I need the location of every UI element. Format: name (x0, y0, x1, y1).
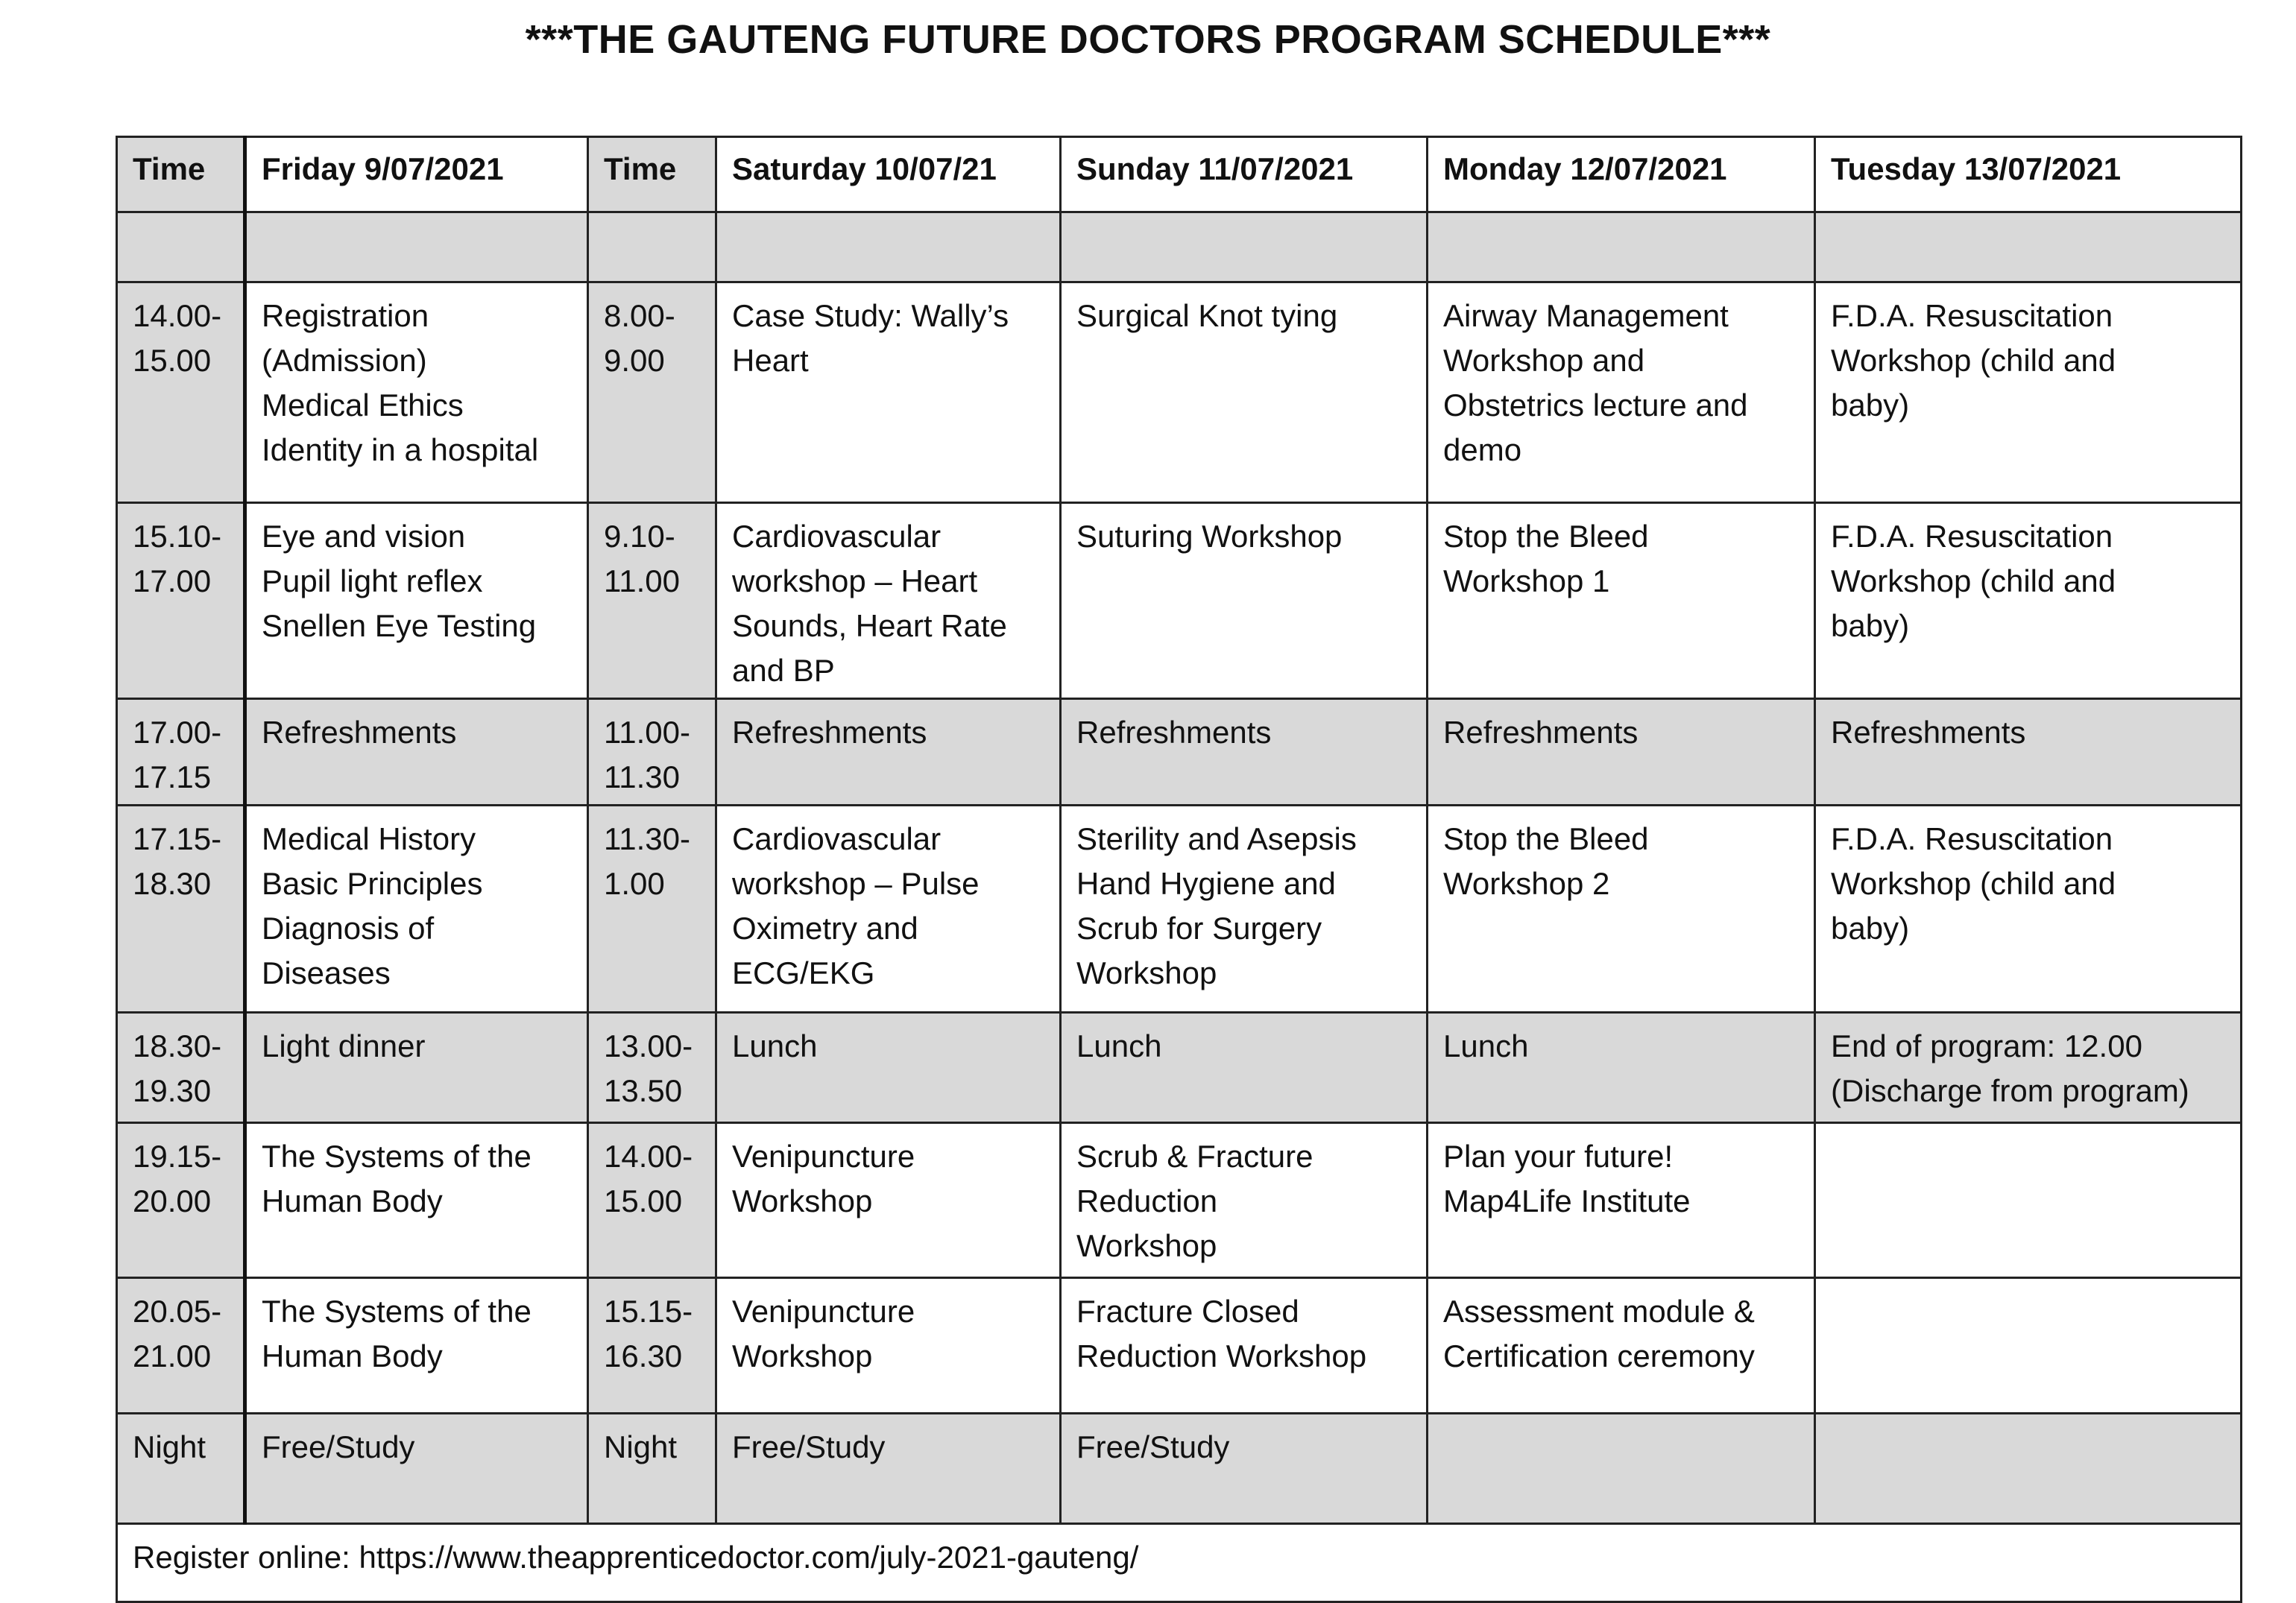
saturday-cell: Venipuncture Workshop (716, 1123, 1061, 1278)
header-tuesday: Tuesday 13/07/2021 (1815, 137, 2242, 212)
schedule-row (117, 806, 2242, 1013)
sunday-cell: Refreshments (1061, 699, 1428, 806)
friday-cell: Eye and vision Pupil light reflex Snellen Eye Testing (245, 503, 588, 699)
sunday-cell: Lunch (1061, 1013, 1428, 1123)
tuesday-cell: F.D.A. Resuscitation Workshop (child and baby) (1815, 806, 2242, 1013)
saturday-cell: Cardiovascular workshop – Pulse Oximetry and ECG/EKG (716, 806, 1061, 1013)
tuesday-cell (1815, 1123, 2242, 1278)
monday-cell: Stop the Bleed Workshop 2 (1428, 806, 1815, 1013)
schedule-table (116, 136, 2242, 1603)
time-cell: Night (117, 1414, 245, 1524)
time-cell: 19.15- 20.00 (117, 1123, 245, 1278)
saturday-cell: Venipuncture Workshop (716, 1278, 1061, 1414)
saturday-cell: Lunch (716, 1013, 1061, 1123)
blank-cell (1428, 212, 1815, 282)
header-friday: Friday 9/07/2021 (245, 137, 588, 212)
schedule-row (117, 1414, 2242, 1524)
blank-cell (117, 212, 245, 282)
saturday-cell: Case Study: Wally’s Heart (716, 282, 1061, 503)
sunday-cell: Scrub & Fracture Reduction Workshop (1061, 1123, 1428, 1278)
monday-cell (1428, 1414, 1815, 1524)
sunday-cell: Sterility and Asepsis Hand Hygiene and Scrub for Surgery Workshop (1061, 806, 1428, 1013)
monday-cell: Refreshments (1428, 699, 1815, 806)
register-online-link[interactable]: Register online: https://www.theapprenticedoctor.com/july-2021-gauteng/ (117, 1524, 2242, 1602)
header-saturday: Saturday 10/07/21 (716, 137, 1061, 212)
header-sunday: Sunday 11/07/2021 (1061, 137, 1428, 212)
monday-cell: Stop the Bleed Workshop 1 (1428, 503, 1815, 699)
header-monday: Monday 12/07/2021 (1428, 137, 1815, 212)
schedule-row (117, 503, 2242, 699)
monday-cell: Airway Management Workshop and Obstetrics lecture and demo (1428, 282, 1815, 503)
tuesday-cell: Refreshments (1815, 699, 2242, 806)
sunday-cell: Free/Study (1061, 1414, 1428, 1524)
friday-cell: The Systems of the Human Body (245, 1123, 588, 1278)
time-cell: 15.10- 17.00 (117, 503, 245, 699)
time-cell: 14.00- 15.00 (588, 1123, 716, 1278)
time-cell: Night (588, 1414, 716, 1524)
saturday-cell: Free/Study (716, 1414, 1061, 1524)
blank-cell (1815, 212, 2242, 282)
tuesday-cell: End of program: 12.00 (Discharge from program) (1815, 1013, 2242, 1123)
time-cell: 8.00- 9.00 (588, 282, 716, 503)
blank-cell (245, 212, 588, 282)
monday-cell: Lunch (1428, 1013, 1815, 1123)
tuesday-cell: F.D.A. Resuscitation Workshop (child and baby) (1815, 282, 2242, 503)
time-cell: 20.05- 21.00 (117, 1278, 245, 1414)
time-cell: 13.00- 13.50 (588, 1013, 716, 1123)
time-cell: 15.15- 16.30 (588, 1278, 716, 1414)
schedule-row (117, 282, 2242, 503)
blank-cell (716, 212, 1061, 282)
monday-cell: Assessment module & Certification ceremony (1428, 1278, 1815, 1414)
time-cell: 17.15- 18.30 (117, 806, 245, 1013)
monday-cell: Plan your future! Map4Life Institute (1428, 1123, 1815, 1278)
time-cell: 17.00- 17.15 (117, 699, 245, 806)
blank-cell (588, 212, 716, 282)
tuesday-cell (1815, 1414, 2242, 1524)
header-row (117, 137, 2242, 212)
footer-row (117, 1524, 2242, 1602)
friday-cell: Refreshments (245, 699, 588, 806)
sunday-cell: Fracture Closed Reduction Workshop (1061, 1278, 1428, 1414)
schedule-row (117, 1013, 2242, 1123)
blank-cell (1061, 212, 1428, 282)
saturday-cell: Refreshments (716, 699, 1061, 806)
header-time-1: Time (117, 137, 245, 212)
friday-cell: Registration (Admission) Medical Ethics Identity in a hospital (245, 282, 588, 503)
tuesday-cell (1815, 1278, 2242, 1414)
saturday-cell: Cardiovascular workshop – Heart Sounds, Heart Rate and BP (716, 503, 1061, 699)
time-cell: 14.00- 15.00 (117, 282, 245, 503)
time-cell: 18.30- 19.30 (117, 1013, 245, 1123)
friday-cell: Free/Study (245, 1414, 588, 1524)
sunday-cell: Surgical Knot tying (1061, 282, 1428, 503)
document-title: ***THE GAUTENG FUTURE DOCTORS PROGRAM SCHEDULE*** (525, 17, 1771, 62)
header-time-2: Time (588, 137, 716, 212)
sunday-cell: Suturing Workshop (1061, 503, 1428, 699)
tuesday-cell: F.D.A. Resuscitation Workshop (child and baby) (1815, 503, 2242, 699)
friday-cell: Light dinner (245, 1013, 588, 1123)
friday-cell: The Systems of the Human Body (245, 1278, 588, 1414)
schedule-row (117, 699, 2242, 806)
time-cell: 11.30- 1.00 (588, 806, 716, 1013)
schedule-row (117, 1123, 2242, 1278)
friday-cell: Medical History Basic Principles Diagnosis of Diseases (245, 806, 588, 1013)
time-cell: 11.00- 11.30 (588, 699, 716, 806)
schedule-row (117, 1278, 2242, 1414)
blank-row (117, 212, 2242, 282)
time-cell: 9.10- 11.00 (588, 503, 716, 699)
